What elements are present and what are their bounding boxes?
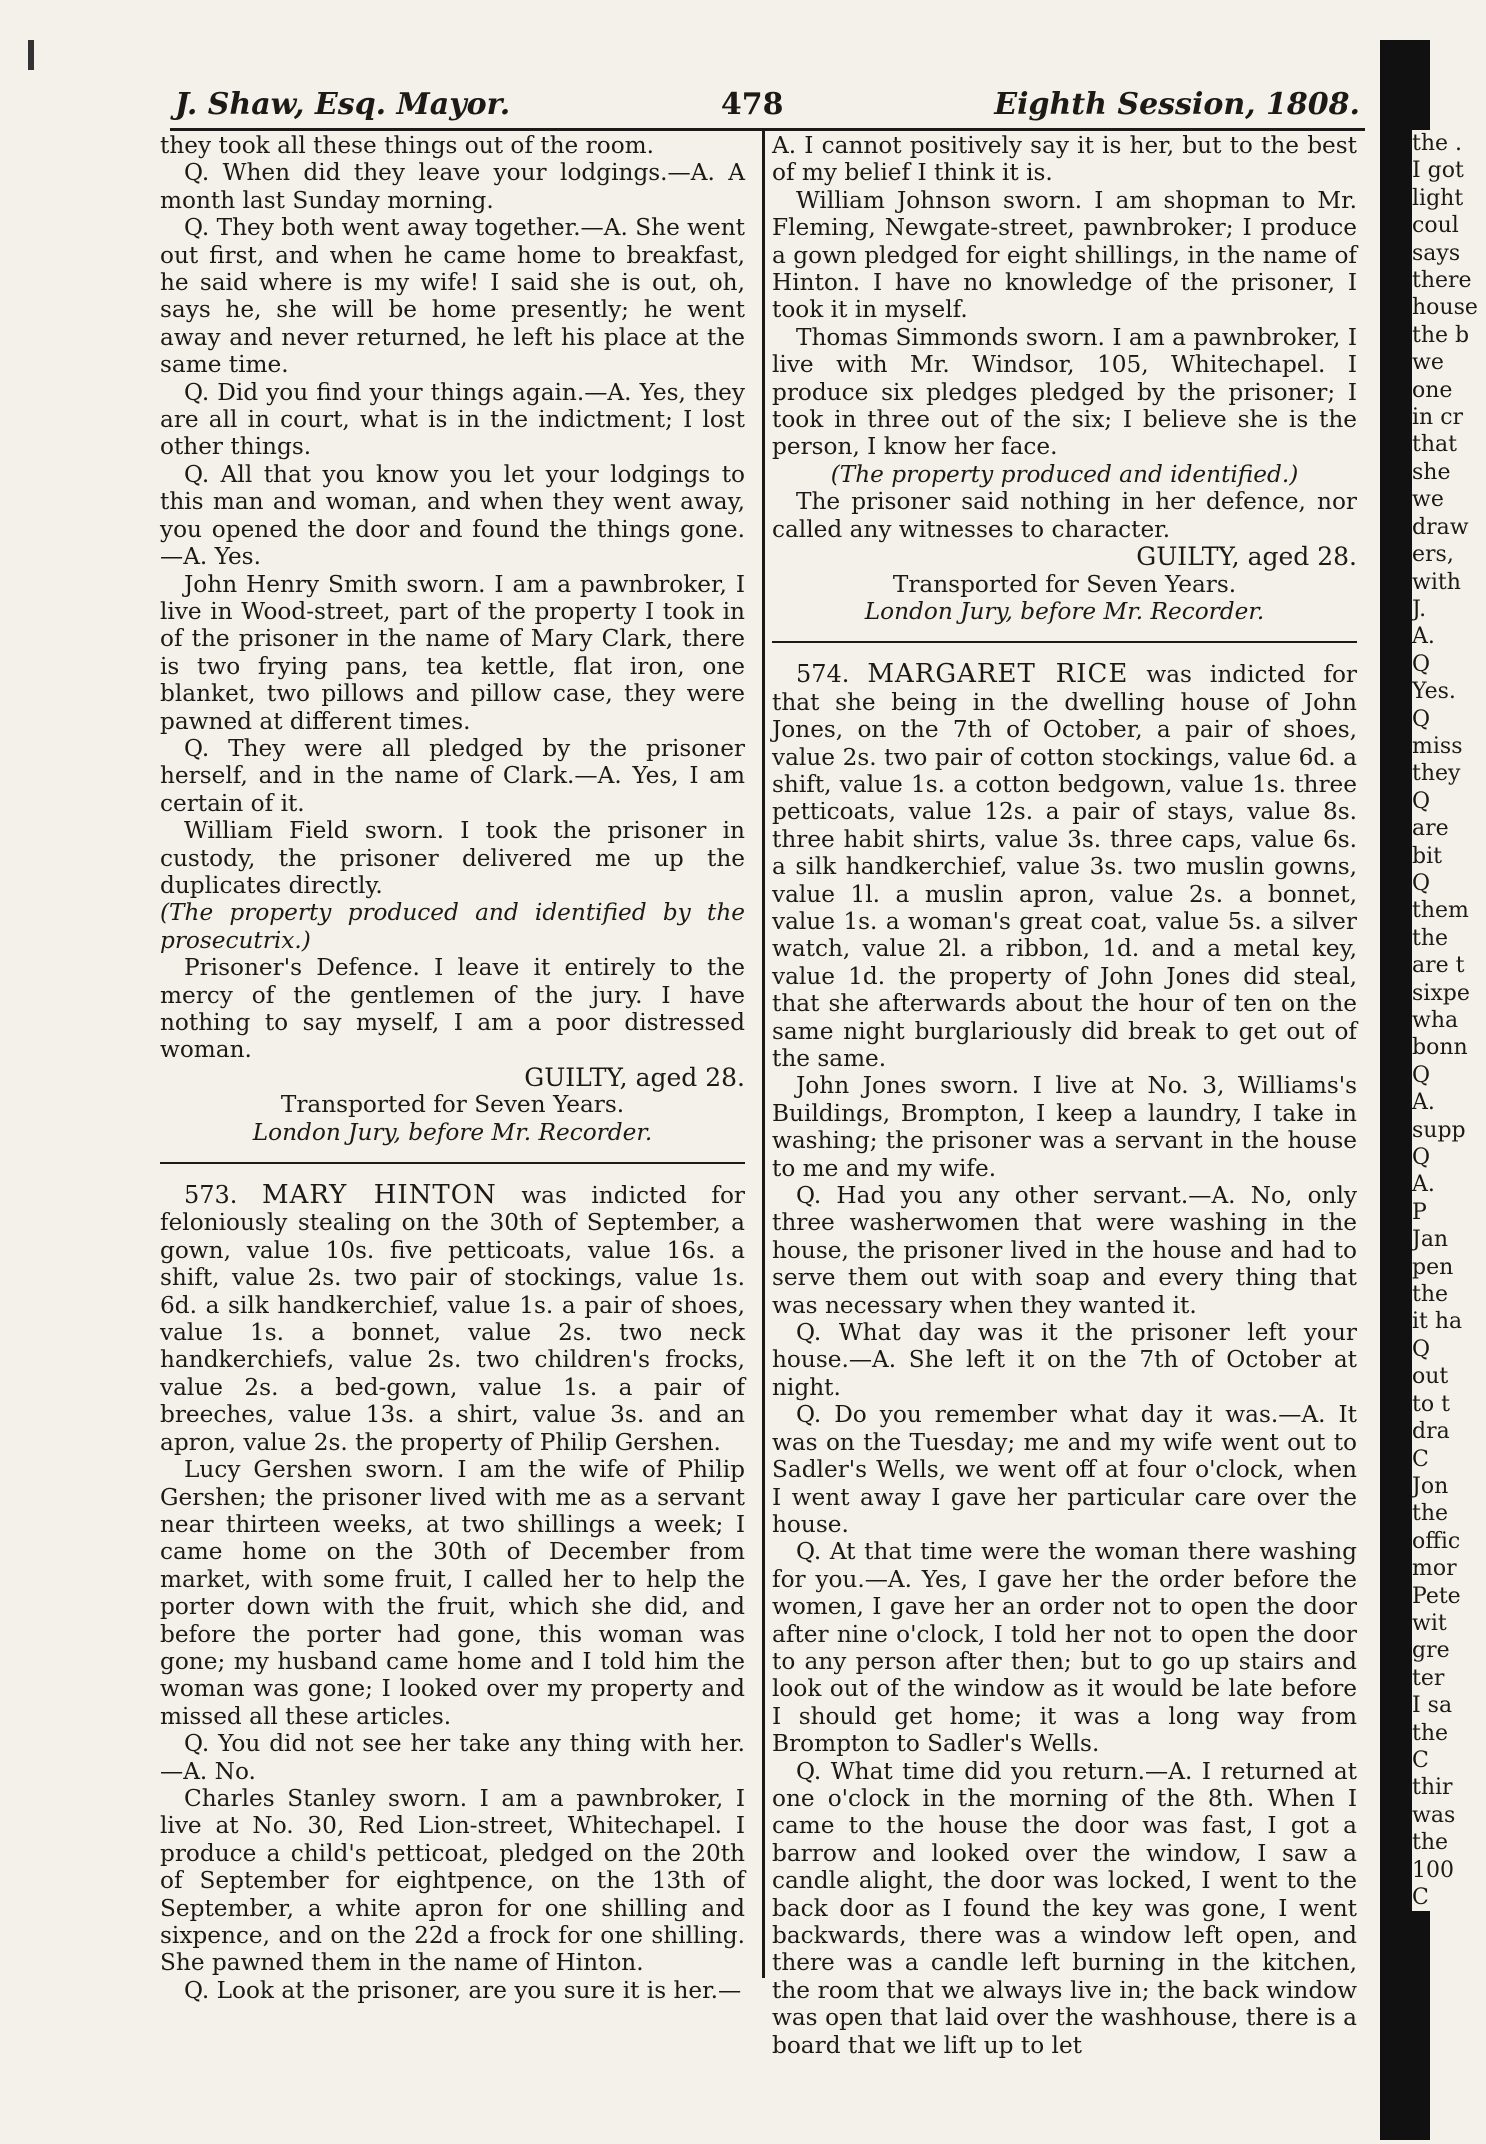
fragment-line: dra: [1412, 1419, 1450, 1445]
fragment-line: Q: [1412, 870, 1431, 896]
fragment-line: Yes.: [1412, 679, 1456, 705]
fragment-line: gre: [1412, 1638, 1450, 1664]
fragment-line: Jon: [1412, 1473, 1449, 1499]
fragment-line: the b: [1412, 322, 1470, 348]
page-header: [175, 82, 1360, 126]
fragment-line: miss: [1412, 733, 1463, 759]
paragraph: Q. They both went away together.—A. She went out first, and when he came home to breakfast, he said where is my wife! I said she is out, oh, says he, she will be home presently; he went away and never returned, he left his place at the same time.: [160, 214, 745, 379]
fragment-line: the: [1412, 1830, 1449, 1856]
property-note: (The property produced and identified by the prosecutrix.): [160, 899, 745, 954]
paragraph: A. I cannot positively say it is her, but to the best of my belief I think it is.: [772, 132, 1357, 187]
paragraph: Q. All that you know you let your lodgings to this man and woman, and when they went away, you opened the door and found the things gone.—A. Yes.: [160, 460, 745, 571]
fragment-line: to t: [1412, 1391, 1450, 1417]
defendant-name: MARY HINTON: [261, 1180, 497, 1211]
fragment-line: the: [1412, 925, 1449, 951]
fragment-line: supp: [1412, 1117, 1466, 1143]
jury-line: London Jury, before Mr. Recorder.: [864, 597, 1265, 625]
fragment-line: C: [1412, 1885, 1429, 1910]
fragment-line: sixpe: [1412, 980, 1470, 1006]
fragment-line: Jan: [1412, 1227, 1449, 1253]
verdict: GUILTY, aged 28.: [1136, 542, 1357, 572]
fragment-line: she: [1412, 459, 1451, 485]
fragment-line: Q: [1412, 1336, 1431, 1362]
fragment-line: A.: [1412, 1090, 1435, 1116]
fragment-line: J.: [1412, 596, 1427, 622]
paragraph: John Henry Smith sworn. I am a pawnbroker, I live in Wood-street, part of the property I took in of the prisoner in the name of Mary Clark, there is two frying pans, tea kettle, flat iron, one blanket, two pillows and pillow case, they were pawned at different times.: [160, 570, 745, 735]
fragment-line: draw: [1412, 514, 1469, 540]
fragment-line: Q: [1412, 1062, 1431, 1088]
fragment-line: Pete: [1412, 1583, 1461, 1609]
fragment-line: offic: [1412, 1528, 1461, 1554]
fragment-line: wha: [1412, 1008, 1459, 1033]
fragment-line: it ha: [1412, 1309, 1463, 1335]
fragment-line: wit: [1412, 1610, 1447, 1636]
fragment-line: out: [1412, 1364, 1449, 1390]
margin-mark: [28, 40, 34, 70]
fragment-line: I sa: [1412, 1693, 1453, 1719]
jury-line: London Jury, before Mr. Recorder.: [252, 1118, 653, 1146]
fragment-line: we: [1412, 487, 1444, 513]
column-divider: [762, 128, 765, 1978]
case-indictment: [160, 1182, 745, 1456]
fragment-line: C: [1412, 1446, 1429, 1472]
fragment-line: coul: [1412, 213, 1459, 239]
paragraph: Thomas Simmonds sworn. I am a pawnbroker, I live with Mr. Windsor, 105, Whitechapel. I produce six pledges pledged by the prisoner; I took in three out of the six; I believe she is the person, I know her face.: [772, 323, 1357, 461]
fragment-line: ter: [1412, 1665, 1445, 1691]
sentence: Transported for Seven Years.: [280, 1091, 625, 1119]
paragraph: Q. When did they leave your lodgings.—A. A month last Sunday morning.: [160, 159, 745, 214]
paragraph: Q. Look at the prisoner, are you sure it is her.—: [184, 1976, 742, 2004]
indictment-text: was indicted for feloniously stealing on the 30th of September, a gown, value 10s. five petticoats, value 16s. a shift, value 2s. two pair of stockings, value 1s. 6d. a silk handkerchief, value 1s. a pair of shoes, value 1s. a bonnet, value 2s. two neck handkerchiefs, value 2s. two children's frocks, value 2s. a bed-gown, value 1s. a pair of breeches, value 13s. a shirt, value 3s. and an apron, value 2s. the property of Philip Gershen.: [160, 1182, 745, 1456]
paragraph: Q. Had you any other servant.—A. No, only three washerwomen that were washing in the house, the prisoner lived in the house and had to serve them out with soap and every thing that was necessary when they wanted it.: [772, 1182, 1357, 1319]
next-page-fragment: [1412, 130, 1486, 1911]
paragraph: Q. What time did you return.—A. I returned at one o'clock in the morning of the 8th. When I came to the house the door was fast, I got a barrow and looked over the window, I saw a candle alight, the door was locked, I went to the back door as I found the key was gone, I went backwards, there was a window left open, and there was a candle left burning in the kitchen, the room that we always live in; the back window was open that laid over the washhouse, there is a board that we lift up to let: [772, 1757, 1357, 2059]
fragment-line: the: [1412, 1501, 1449, 1527]
case-number: 573.: [184, 1181, 238, 1210]
fragment-line: Q: [1412, 651, 1431, 677]
fragment-line: 100: [1412, 1857, 1454, 1883]
fragment-line: there: [1412, 268, 1472, 294]
fragment-line: A.: [1412, 1172, 1435, 1198]
fragment-line: that: [1412, 432, 1457, 458]
fragment-line: Q: [1412, 1145, 1431, 1171]
case-separator: [772, 641, 1357, 643]
fragment-line: I got: [1412, 158, 1464, 184]
paragraph: Q. Do you remember what day it was.—A. It was on the Tuesday; me and my wife went out to Sadler's Wells, we went off at four o'clock, when I went away I gave her particular care over the house.: [772, 1401, 1357, 1538]
fragment-line: house: [1412, 295, 1478, 321]
fragment-line: was: [1412, 1802, 1456, 1828]
header-mayor: J. Shaw, Esq. Mayor.: [175, 86, 511, 122]
fragment-line: the: [1412, 1720, 1449, 1746]
fragment-line: says: [1412, 240, 1461, 266]
paragraph: William Field sworn. I took the prisoner in custody, the prisoner delivered me up the duplicates directly.: [160, 817, 745, 899]
left-column: [160, 132, 745, 2004]
paragraph: they took all these things out of the room.: [160, 132, 655, 159]
fragment-line: with: [1412, 569, 1461, 595]
property-note: (The property produced and identified.): [830, 460, 1299, 488]
fragment-line: are: [1412, 816, 1449, 842]
fragment-line: the .: [1412, 131, 1463, 156]
paragraph: Lucy Gershen sworn. I am the wife of Philip Gershen; the prisoner lived with me as a servant near thirteen weeks, at two shillings a week; I came home on the 30th of December from market, with some fruit, I called her to help the porter down with the fruit, which she did, and before the porter had gone, this woman was gone; my husband came home and I told him the woman was gone; I looked over my property and missed all these articles.: [160, 1456, 745, 1730]
fragment-line: in cr: [1412, 405, 1464, 431]
verdict: GUILTY, aged 28.: [524, 1062, 745, 1092]
sentence: Transported for Seven Years.: [892, 570, 1237, 598]
fragment-line: pen: [1412, 1254, 1454, 1280]
paragraph: Q. Did you find your things again.—A. Yes, they are all in court, what is in the indictment; I lost other things.: [160, 378, 745, 461]
fragment-line: the: [1412, 1282, 1449, 1308]
fragment-line: them: [1412, 898, 1469, 924]
case-indictment: [772, 661, 1357, 1072]
fragment-line: C: [1412, 1747, 1429, 1773]
header-session: Eighth Session, 1808.: [994, 86, 1360, 122]
fragment-line: bit: [1412, 843, 1442, 869]
fragment-line: light: [1412, 185, 1464, 211]
fragment-line: they: [1412, 761, 1461, 787]
paragraph: Charles Stanley sworn. I am a pawnbroker, I live at No. 30, Red Lion-street, Whitechapel. I produce a child's petticoat, pledged on the 20th of September for eightpence, on the 13th of September, a white apron for one shilling and sixpence, and on the 22d a frock for one shilling. She pawned them in the name of Hinton.: [160, 1784, 745, 1977]
defendant-name: MARGARET RICE: [867, 659, 1129, 690]
fragment-line: are t: [1412, 953, 1465, 979]
paragraph: William Johnson sworn. I am shopman to Mr. Fleming, Newgate-street, pawnbroker; I produce a gown pledged for eight shillings, in the name of Hinton. I have no knowledge of the prisoner, I took it in myself.: [772, 186, 1357, 324]
fragment-line: mor: [1412, 1556, 1457, 1582]
prisoner-defence: Prisoner's Defence. I leave it entirely to the mercy of the gentlemen of the jury. I have nothing to say myself, I am a poor distressed woman.: [160, 954, 745, 1064]
paragraph: John Jones sworn. I live at No. 3, Williams's Buildings, Brompton, I keep a laundry, I take in washing; the prisoner was a servant in the house to me and my wife.: [772, 1072, 1357, 1182]
fragment-line: Q: [1412, 706, 1431, 732]
paragraph: The prisoner said nothing in her defence, nor called any witnesses to character.: [772, 488, 1357, 543]
paragraph: Q. What day was it the prisoner left your house.—A. She left it on the 7th of October at night.: [772, 1319, 1357, 1401]
fragment-line: A.: [1412, 624, 1435, 650]
page-number: 478: [720, 86, 784, 122]
fragment-line: thir: [1412, 1775, 1453, 1801]
paragraph: Q. You did not see her take any thing with her.—A. No.: [160, 1730, 745, 1785]
paragraph: Q. They were all pledged by the prisoner herself, and in the name of Clark.—A. Yes, I am certain of it.: [160, 734, 745, 817]
paragraph: Q. At that time were the woman there washing for you.—A. Yes, I gave her the order before the women, I gave her an order not to open the door after nine o'clock, I told her not to open the door to any person after then; but to go up stairs and look out of the window as it would be late before I should get home; it was a long way from Brompton to Sadler's Wells.: [772, 1538, 1357, 1758]
fragment-line: one: [1412, 377, 1453, 403]
case-number: 574.: [796, 660, 850, 689]
fragment-line: P: [1412, 1199, 1427, 1225]
fragment-line: bonn: [1412, 1035, 1468, 1061]
fragment-line: ers,: [1412, 542, 1454, 568]
fragment-line: we: [1412, 350, 1444, 376]
case-separator: [160, 1162, 745, 1164]
right-column: [772, 132, 1357, 2059]
header-rule: [170, 128, 1365, 131]
indictment-text: was indicted for that she being in the dwelling house of John Jones, on the 7th of October, a pair of shoes, value 2s. two pair of cotton stockings, value 6d. a shift, value 1s. a cotton bedgown, value 1s. three petticoats, value 12s. a pair of stays, value 8s. three habit shirts, value 3s. three caps, value 6s. a silk handkerchief, value 3s. two muslin gowns, value 1l. a muslin apron, value 2s. a bonnet, value 1s. a woman's great coat, value 5s. a silver watch, value 2l. a ribbon, 1d. and a metal key, value 1d. the property of John Jones did steal, that she afterwards about the hour of ten on the same night burglariously did break to get out of the same.: [772, 661, 1357, 1072]
fragment-line: Q: [1412, 788, 1431, 814]
